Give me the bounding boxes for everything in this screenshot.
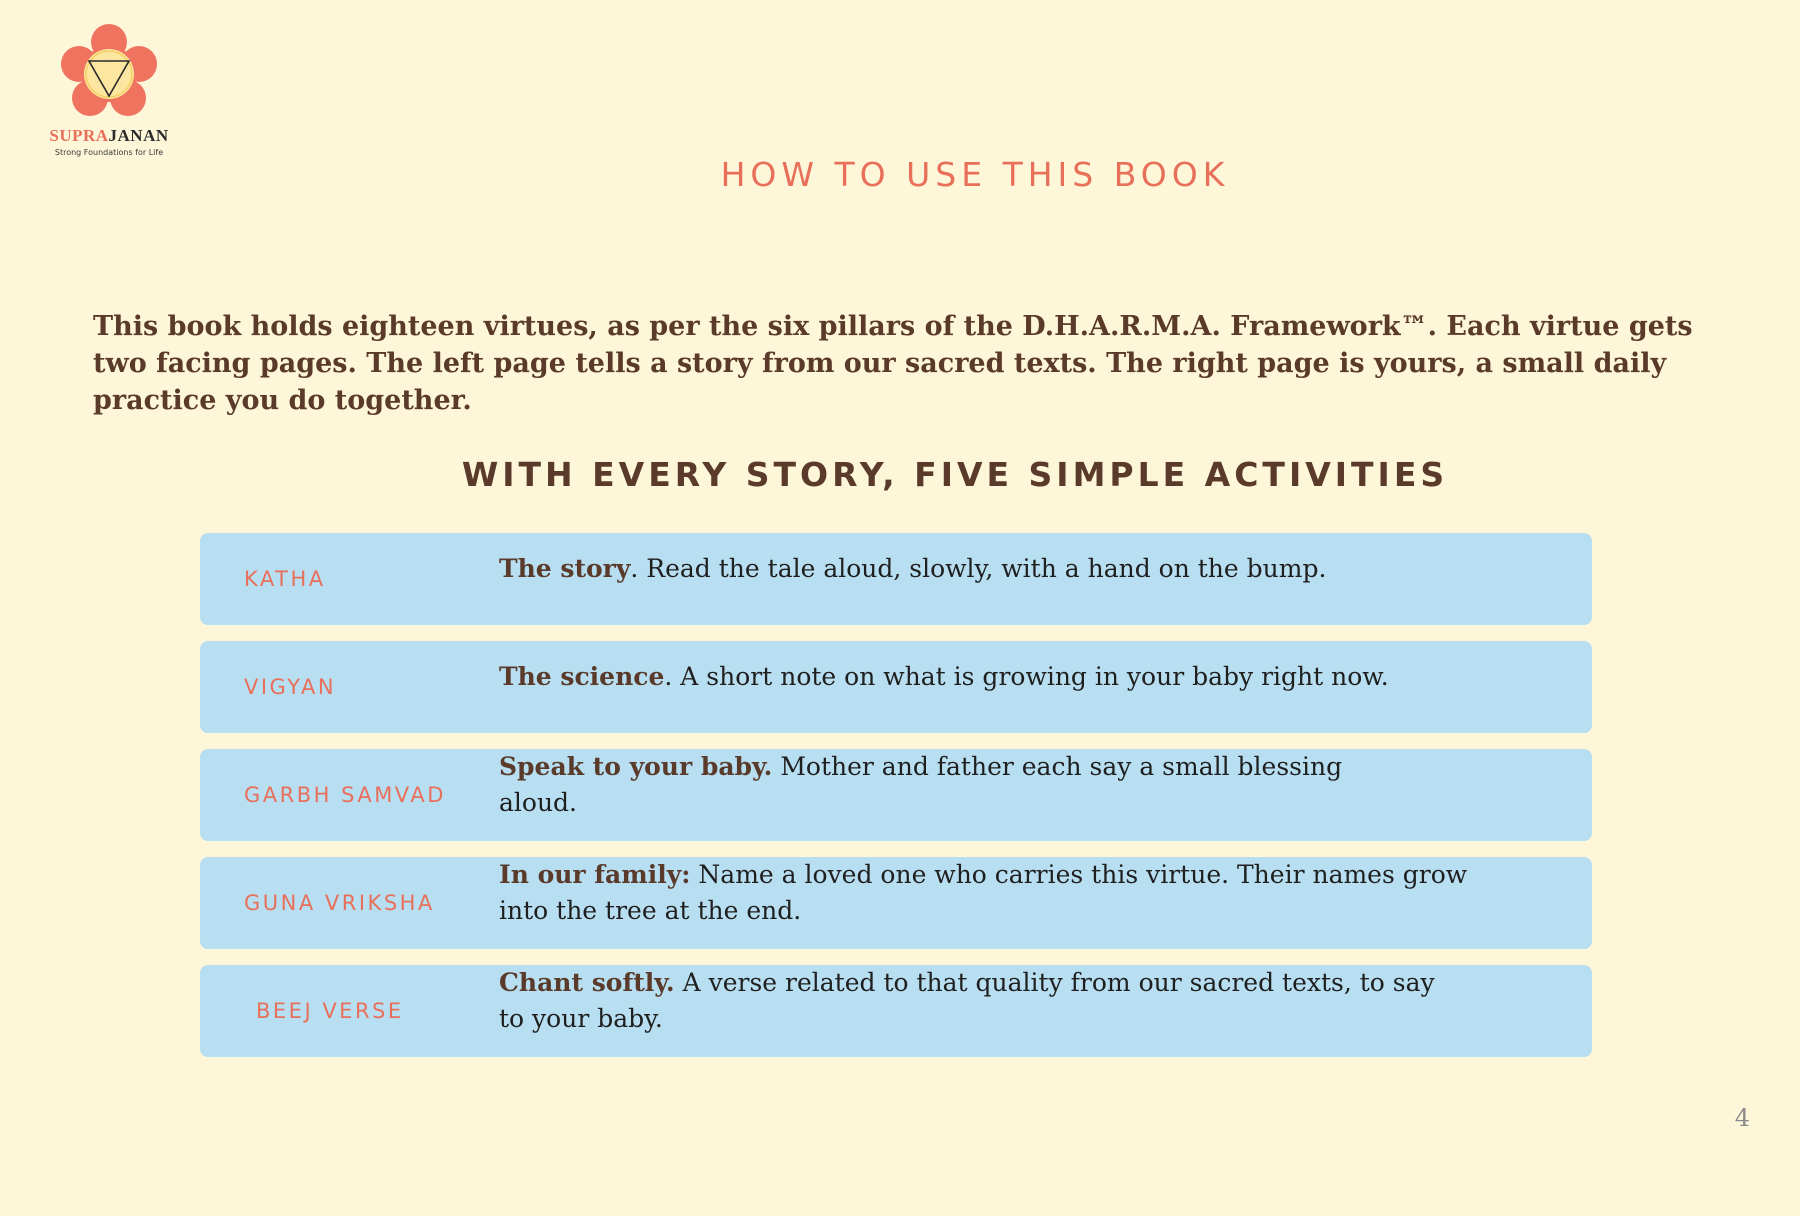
activity-text: A verse related to that quality from our sacred texts, to say to your baby.: [499, 968, 1435, 1033]
activity-description: [499, 857, 1499, 929]
activity-description: [499, 551, 1499, 587]
intro-paragraph: This book holds eighteen virtues, as per the six pillars of the D.H.A.R.M.A. Framework™. Each virtue gets two facing pages. The left page tells a story from our sacred texts. The right page is yours, a small daily practice you do together.: [93, 311, 1693, 416]
activity-lead: The story: [499, 554, 631, 583]
activity-lead: In our family:: [499, 860, 691, 889]
activity-name: GUNA VRIKSHA: [244, 891, 435, 915]
page-title: HOW TO USE THIS BOOK: [720, 155, 1230, 194]
lotus-emblem-icon: [56, 20, 162, 120]
activity-name: GARBH SAMVAD: [244, 783, 446, 807]
activity-row-katha: [200, 533, 1592, 625]
activity-row-guna-vriksha: [200, 857, 1592, 949]
activity-name: VIGYAN: [244, 675, 337, 699]
activity-text: Name a loved one who carries this virtue. Their names grow into the tree at the end.: [499, 860, 1468, 925]
activity-name: KATHA: [244, 567, 326, 591]
activity-row-vigyan: [200, 641, 1592, 733]
activity-description: [499, 965, 1459, 1037]
brand-name-part2: JANAN: [108, 126, 169, 145]
activity-lead: Chant softly.: [499, 968, 675, 997]
activity-text: . A short note on what is growing in your baby right now.: [664, 662, 1389, 691]
brand-name-part1: SUPRA: [49, 126, 109, 145]
activities-list: [200, 533, 1592, 1073]
activity-row-garbh-samvad: [200, 749, 1592, 841]
activity-description: [499, 749, 1359, 821]
activity-text: . Read the tale aloud, slowly, with a hand on the bump.: [630, 554, 1327, 583]
brand-name: [34, 126, 184, 146]
activity-name: BEEJ VERSE: [256, 999, 404, 1023]
activity-description: [499, 659, 1499, 695]
activity-lead: The science: [499, 662, 665, 691]
activity-lead: Speak to your baby.: [499, 752, 773, 781]
suprajanan-logo: [34, 20, 184, 170]
section-title: WITH EVERY STORY, FIVE SIMPLE ACTIVITIES: [461, 455, 1449, 494]
activity-row-beej-verse: [200, 965, 1592, 1057]
page-number: 4: [1734, 1104, 1750, 1132]
activity-text: Mother and father each say a small blessing aloud.: [499, 752, 1343, 817]
brand-tagline: Strong Foundations for Life: [54, 148, 164, 157]
